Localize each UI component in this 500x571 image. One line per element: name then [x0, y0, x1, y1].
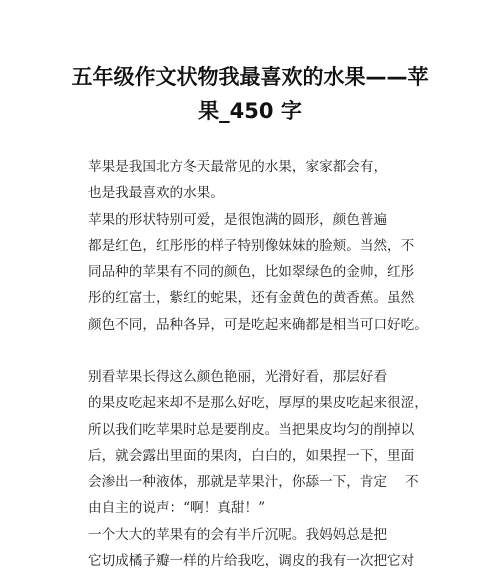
body-text-line: 由自主的说声：“啊！真甜！”: [88, 500, 266, 516]
body-text-line: 同品种的苹果有不同的颜色，比如翠绿色的金帅，红彤: [88, 264, 415, 280]
body-text-line: 苹果是我国北方冬天最常见的水果，家家都会有，: [88, 159, 388, 175]
body-text-line: 别看苹果长得这么颜色艳丽，光滑好看，那层好看: [88, 369, 388, 385]
body-text-line: 也是我最喜欢的水果。: [88, 185, 224, 201]
body-text-line: 一个大大的苹果有的会有半斤沉呢。我妈妈总是把: [88, 527, 388, 543]
body-text-line: 的果皮吃起来却不是那么好吃，厚厚的果皮吃起来很涩，: [88, 395, 428, 411]
body-text-line: 所以我们吃苹果时总是要削皮。当把果皮均匀的削掉以: [88, 422, 415, 438]
body-text-line: 都是红色，红彤彤的样子特别像妹妹的脸颊。当然，不: [88, 238, 415, 254]
body-text-line: 它切成橘子瓣一样的片给我吃，调皮的我有一次把它对: [88, 553, 415, 569]
document-title-line-2: 果_450 字: [198, 99, 302, 123]
body-text-line: 彤的红富士，紫红的蛇果，还有金黄色的黄香蕉。虽然: [88, 290, 415, 306]
body-text-line: 后，就会露出里面的果肉，白白的，如果捏一下，里面: [88, 448, 415, 464]
document-title-line-1: 五年级作文状物我最喜欢的水果——苹: [71, 65, 429, 89]
body-text-line: 颜色不同，品种各异，可是吃起来确都是相当可口好吃。: [88, 317, 428, 333]
body-text-line: 苹果的形状特别可爱，是很饱满的圆形，颜色普遍: [88, 212, 388, 228]
body-text-line: 会渗出一种液体，那就是苹果汁，你舔一下，肯定 不: [88, 474, 419, 490]
